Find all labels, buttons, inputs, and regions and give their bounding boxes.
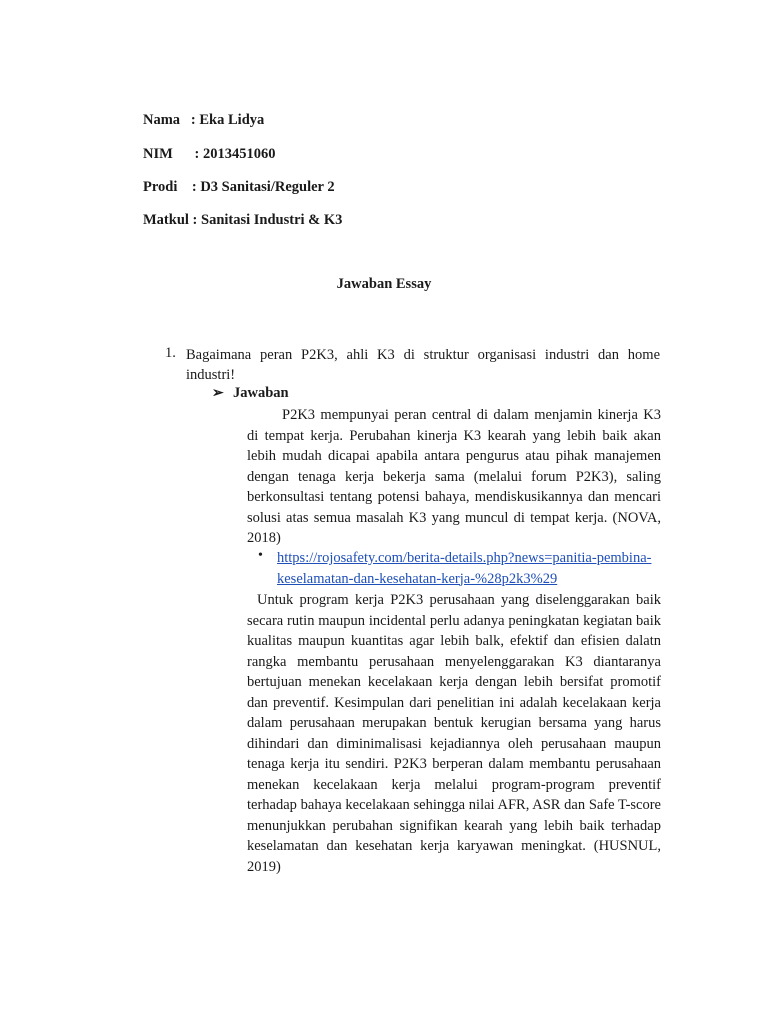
answer-paragraph-2-text: Untuk program kerja P2K3 perusahaan yang diselenggarakan baik secara rutin maupun incidental perlu adanya peningkatan kegiatan baik kualitas maupun kuantitas agar lebih balk, efektif dan efisien dalatn rangka membantu perusahaan menyelenggarakan K3 diantaranya bertujuan menekan kecelakaan kerja dengan lebih bersifat promotif dan preventif. Kesimpulan dari penelitian ini adalah kecelakaan kerja dalam perusahaan merupakan bentuk kerugian bersama yang harus dihindari dan diminimalisasi kejadiannya oleh perusahaan maupun tenaga kerja itu sendiri. P2K3 berperan dalam membantu perusahaan menekan kecelakaan kerja melalui program-program preventif terhadap bahaya kecelakaan sehingga nilai AFR, ASR dan Safe T-score menunjukkan perubahan signifikan kearah yang lebih baik terhadap keselamatan dan kesehatan kerja karyawan meningkat. (HUSNUL, 2019)	[247, 592, 661, 875]
answer-paragraph-1-text: P2K3 mempunyai peran central di dalam menjamin kinerja K3 di tempat kerja. Perubahan kinerja K3 kearah yang lebih baik akan lebih mudah dicapai apabila antara pengurus atau pihak manajemen dengan tenaga kerja bekerja sama (melalui forum P2K3), saling berkonsultasi tentang potensi bahaya, mendiskusikannya dan mencari solusi atas semua masalah K3 yang muncul di tempat kerja. (NOVA, 2018)	[247, 407, 661, 546]
header-nama: Nama : Eka Lidya	[143, 112, 265, 128]
arrow-bullet-icon: ➢	[212, 386, 224, 401]
question-number: 1.	[165, 345, 176, 361]
header-matkul: Matkul : Sanitasi Industri & K3	[143, 212, 343, 228]
answer-label: Jawaban	[233, 385, 289, 401]
question-text: Bagaimana peran P2K3, ahli K3 di struktur organisasi industri dan home industri!	[186, 347, 660, 383]
answer-paragraph-2	[247, 590, 661, 877]
page-title: Jawaban Essay	[336, 276, 432, 292]
answer-paragraph-1	[247, 405, 661, 549]
header-prodi: Prodi : D3 Sanitasi/Reguler 2	[143, 179, 335, 195]
reference-link[interactable]: https://rojosafety.com/berita-details.php?news=panitia-pembina-keselamatan-dan-kesehatan-kerja-%28p2k3%29	[277, 550, 652, 587]
header-nim: NIM : 2013451060	[143, 146, 276, 162]
bullet-dot-icon: •	[258, 548, 263, 563]
